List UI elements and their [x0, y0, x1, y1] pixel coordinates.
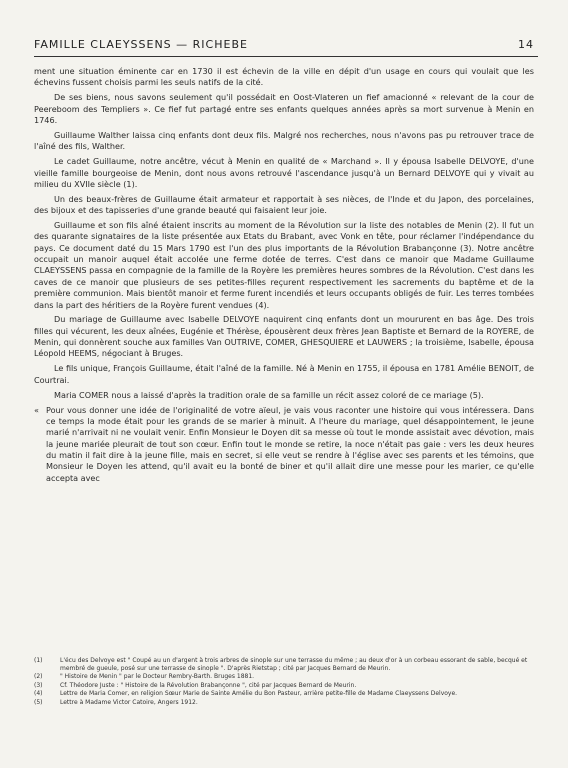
footnote-number: (2) — [34, 673, 43, 681]
running-header — [34, 38, 534, 51]
footnote-text: L'écu des Delvoye est " Coupé au un d'argent à trois arbres de sinople sur une terrasse du même ; au deux d'or à un corbeau essorant de sable, becqué et membré de gueule, posé sur une terrasse de sinople ". D'après Rietstap ; cité par Jacques Bernard de Meurin. — [60, 657, 528, 672]
footnote-number: (5) — [34, 698, 43, 706]
footnote-text: Cf. Théodore Juste : " Histoire de la Révolution Brabançonne ", cité par Jacques Bernard de Meurin. — [60, 681, 357, 689]
footnote — [34, 657, 534, 673]
page-number: 14 — [518, 38, 534, 51]
quoted-letter — [34, 405, 534, 484]
footnote-number: (1) — [34, 657, 43, 664]
paragraph: Maria COMER nous a laissé d'après la tradition orale de sa famille un récit assez coloré de ce mariage (5). — [54, 389, 484, 400]
header-rule — [34, 56, 538, 57]
footnotes — [34, 657, 534, 707]
paragraph: De ses biens, nous savons seulement qu'il possédait en Oost-Vlateren un fief amacionné « relevant de la cour de Peereboom des Templiers ». Ce fief fut partagé entre ses enfants quelques années après sa mort survenue à Menin en 1746. — [34, 92, 534, 125]
footnote — [34, 690, 534, 698]
footnote-number: (4) — [34, 690, 43, 698]
paragraph: Le fils unique, François Guillaume, était l'aîné de la famille. Né à Menin en 1755, il épousa en 1781 Amélie BENOIT, de Courtrai. — [34, 363, 534, 385]
paragraph: Guillaume et son fils aîné étaient inscrits au moment de la Révolution sur la liste des notables de Menin (2). Il fut un des quarante signataires de la liste présentée aux Etats du Brabant, avec Vonk en tête, pour réclamer l'indépendance du pays. Ce document daté du 15 Mars 1790 est l'un des plus importants de la Révolution Brabançonne (3). Notre ancêtre occupait un manoir auquel était accolée une ferme dotée de terres. C'est dans ce manoir que Madame Guillaume CLAEYSSENS passa en compagnie de la famille de la Royère les premières heures sombres de la Révolution. C'est dans les caves de ce manoir que plusieurs de ses petites-filles reçurent respectivement les sacrements du baptême et de la première communion. Mais bientôt manoir et ferme furent incendiés et leurs occupants obligés de fuir. Les terres tombées dans la part des héritiers de la Royère furent vendues (4). — [34, 220, 534, 310]
body-text — [34, 66, 534, 488]
quote-mark: « — [34, 404, 39, 415]
footnote — [34, 673, 534, 681]
footnote — [34, 682, 534, 690]
footnote-text: " Histoire de Menin " par le Docteur Rembry-Barth. Bruges 1881. — [60, 673, 255, 681]
paragraph: ment une situation éminente car en 1730 il est échevin de la ville en dépit d'un usage en cours qui voulait que les échevins fussent choisis parmi les seuls natifs de la cité. — [34, 66, 534, 88]
paragraph: Un des beaux-frères de Guillaume était armateur et rapportait à ses nièces, de l'Inde et du Japon, des porcelaines, des bijoux et des tapisseries d'une grande beauté qui faisaient leur joie. — [34, 193, 534, 216]
paragraph: Guillaume Walther laissa cinq enfants dont deux fils. Malgré nos recherches, nous n'avons pas pu retrouver trace de l'aîné des fils, Walther. — [34, 129, 534, 152]
paragraph: Du mariage de Guillaume avec Isabelle DELVOYE naquirent cinq enfants dont un moururent en bas âge. Des trois filles qui vécurent, les deux aînées, Eugénie et Thérèse, épousèrent deux frères Jean Baptiste et Bernard de la ROYERE, de Menin, qui donnèrent souche aux familles Van OUTRIVE, COMER, GHESQUIERE et LAUWERS ; la troisième, Isabelle, épousa Léopold HEEMS, négociant à Bruges. — [34, 314, 534, 359]
footnote-text: Lettre à Madame Victor Catoire, Angers 1912. — [60, 698, 198, 706]
quote-text: Pour vous donner une idée de l'originalité de votre aïeul, je vais vous raconter une histoire qui vous intéressera. Dans ce temps la mode était pour les grands de se marier à minuit. A l'heure du mariage, quel désappointement, le jeune marié n'arrivait ni ne voulait venir. Enfin Monsieur le Doyen dit sa messe où tout le monde assistait avec dévotion, mais la jeune mariée pleurait de tout son cœur. Enfin tout le monde se retire, la noce n'était pas gaie : vers les deux heures du matin il fait dire à la jeune fille, mais en secret, si elle veut se rendre à l'église avec ses parents et les témoins, que Monsieur le Doyen les attend, qu'il avait eu la bonté de biner et qu'il allait dire une messe pour les marier, ce qu'elle accepta avec — [46, 404, 534, 483]
footnote-text: Lettre de Maria Comer, en religion Sœur Marie de Sainte Amélie du Bon Pasteur, arrière petite-fille de Madame Claeyssens Delvoye. — [60, 690, 458, 698]
footnote-number: (3) — [34, 681, 43, 689]
footnote — [34, 699, 534, 707]
header-title: FAMILLE CLAEYSSENS — RICHEBE — [34, 38, 248, 51]
paragraph: Le cadet Guillaume, notre ancêtre, vécut à Menin en qualité de « Marchand ». Il y épousa Isabelle DELVOYE, d'une vieille famille bourgeoise de Menin, dont nous avons retrouvé l'ascendance jusqu'à un Bernard DELVOYE qui y vivait au milieu du XVIIe siècle (1). — [34, 156, 534, 189]
